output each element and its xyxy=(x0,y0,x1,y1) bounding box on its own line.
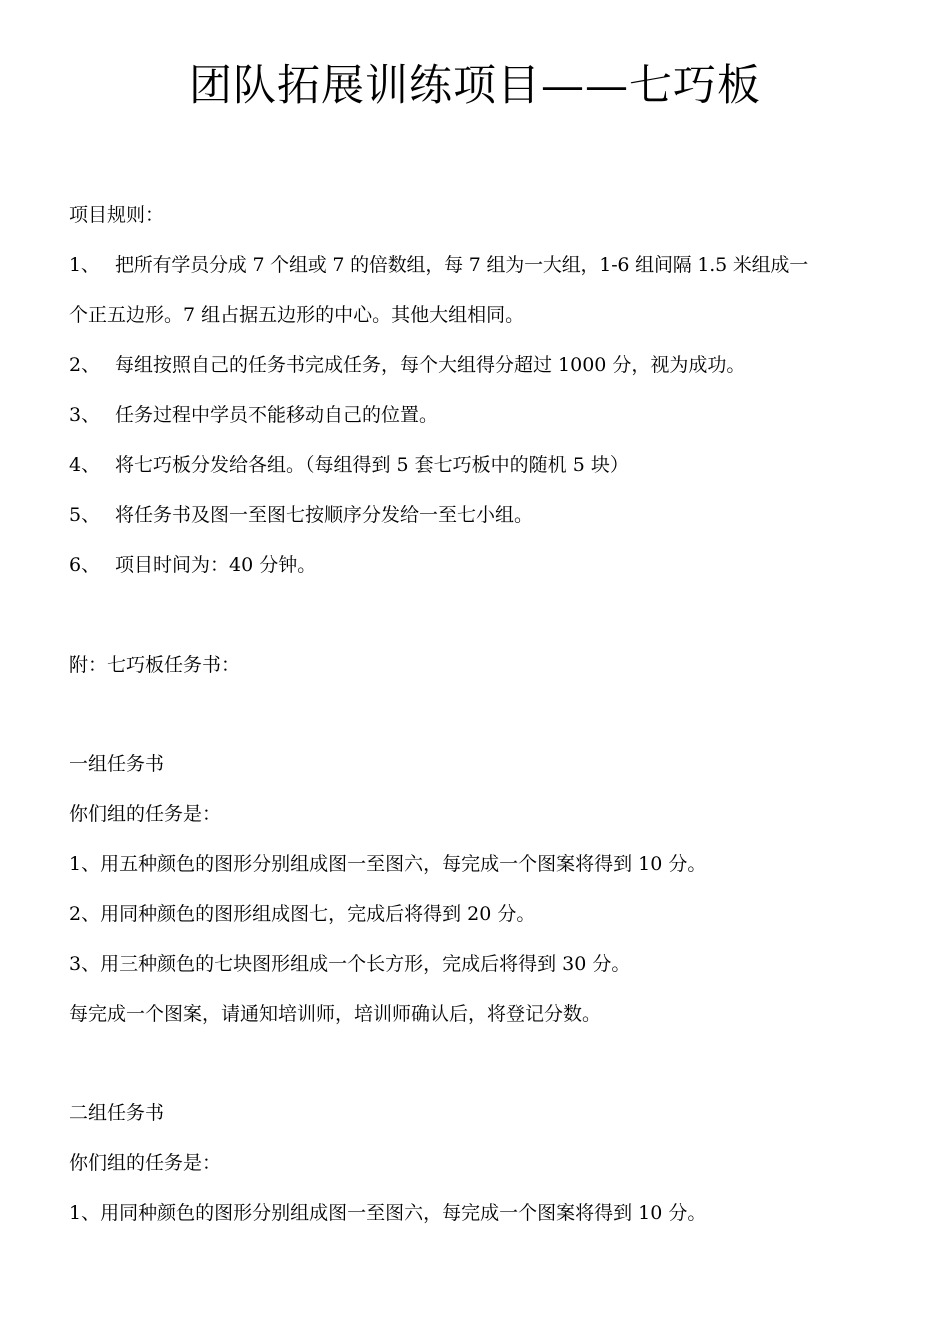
group2-intro: 你们组的任务是： xyxy=(69,1152,222,1174)
rule-number: 1、 xyxy=(69,254,100,276)
rule-text: 项目时间为：40 分钟。 xyxy=(115,554,317,576)
group2-task-1: 1、用同种颜色的图形分别组成图一至图六，每完成一个图案将得到 10 分。 xyxy=(69,1202,707,1224)
group1-heading: 一组任务书 xyxy=(69,753,165,775)
document-title: 团队拓展训练项目——七巧板 xyxy=(189,61,761,111)
rule-text: 将七巧板分发给各组。（每组得到 5 套七巧板中的随机 5 块） xyxy=(115,454,629,476)
rule-number: 5、 xyxy=(69,504,101,526)
rule-text: 任务过程中学员不能移动自己的位置。 xyxy=(115,404,439,426)
rule-number: 6、 xyxy=(69,554,101,576)
rule-text: 将任务书及图一至图七按顺序分发给一至七小组。 xyxy=(115,504,534,526)
rule-item-6 xyxy=(69,552,316,578)
group1-task-3: 3、用三种颜色的七块图形组成一个长方形，完成后将得到 30 分。 xyxy=(69,953,631,975)
rule-item-2 xyxy=(69,352,745,378)
rule-item-1-continued: 个正五边形。7 组占据五边形的中心。其他大组相同。 xyxy=(69,304,525,326)
rule-item-5 xyxy=(69,502,533,528)
rule-text: 把所有学员分成 7 个组或 7 的倍数组，每 7 组为一大组，1-6 组间隔 1.5 米组成一 xyxy=(115,254,809,276)
rule-number: 3、 xyxy=(69,404,101,426)
group1-note: 每完成一个图案，请通知培训师，培训师确认后，将登记分数。 xyxy=(69,1003,602,1025)
group1-task-2: 2、用同种颜色的图形组成图七，完成后将得到 20 分。 xyxy=(69,903,536,925)
rule-item-1 xyxy=(69,252,808,278)
rule-number: 2、 xyxy=(69,354,101,376)
group2-heading: 二组任务书 xyxy=(69,1102,165,1124)
rule-item-3 xyxy=(69,402,438,428)
group1-task-1: 1、用五种颜色的图形分别组成图一至图六，每完成一个图案将得到 10 分。 xyxy=(69,853,707,875)
rule-text: 每组按照自己的任务书完成任务，每个大组得分超过 1000 分，视为成功。 xyxy=(115,354,746,376)
rule-item-4 xyxy=(69,452,629,478)
rules-heading: 项目规则： xyxy=(69,204,165,226)
appendix-heading: 附：七巧板任务书： xyxy=(69,654,241,676)
group1-intro: 你们组的任务是： xyxy=(69,803,222,825)
rule-number: 4、 xyxy=(69,454,101,476)
